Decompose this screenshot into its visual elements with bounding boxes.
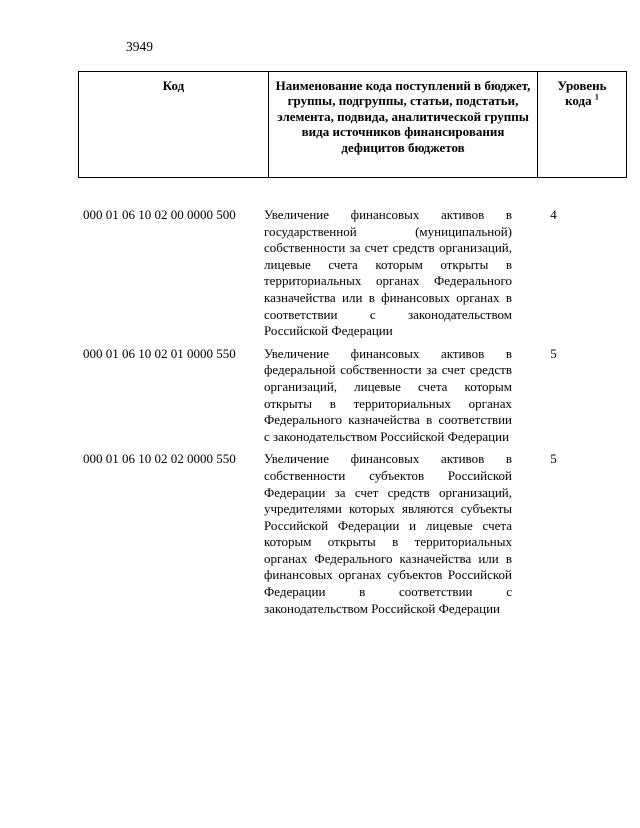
table-body [78, 207, 595, 623]
header-name: Наименование кода поступлений в бюджет, группы, подгруппы, статьи, подстатьи, элемента, подвида, аналитической группы вида источников финансирования дефицитов бюджетов [269, 72, 538, 178]
row-code: 000 01 06 10 02 02 0000 550 [83, 451, 236, 467]
row-name: Увеличение финансовых активов в федеральной собственности за счет средств организаций, лицевые счета которым открыты в территориальных органах Федерального казначейства в соответствии с законодательством Российской Федерации [264, 345, 512, 444]
header-level-cell [538, 72, 627, 178]
row-name: Увеличение финансовых активов в собственности субъектов Российской Федерации за счет средств организаций, учредителями которых являются субъекты Российской Федерации и лицевые счета которым открыты в территориальных органах Федерального казначейства или в финансовых органах субъектов Российской Федерации в соответствии с законодательством Российской Федерации [264, 451, 512, 616]
row-level: 4 [550, 207, 557, 222]
row-level: 5 [550, 345, 557, 361]
table-row [78, 451, 595, 617]
table-row [78, 346, 595, 446]
row-code: 000 01 06 10 02 00 0000 500 [83, 207, 236, 222]
row-name: Увеличение финансовых активов в государственной (муниципальной) собственности за счет средств организаций, лицевые счета которым открыты в территориальных органах Федерального казначейства или в финансовых органах в соответствии с законодательством Российской Федерации [264, 207, 512, 339]
table-header [78, 71, 627, 178]
header-code: Код [79, 72, 269, 178]
row-level: 5 [550, 451, 557, 467]
row-code: 000 01 06 10 02 01 0000 550 [83, 345, 236, 361]
header-level-footnote: 1 [594, 93, 599, 103]
header-level: Уровень кода [557, 78, 607, 109]
page-number: 3949 [126, 39, 153, 54]
table-row [78, 207, 595, 340]
